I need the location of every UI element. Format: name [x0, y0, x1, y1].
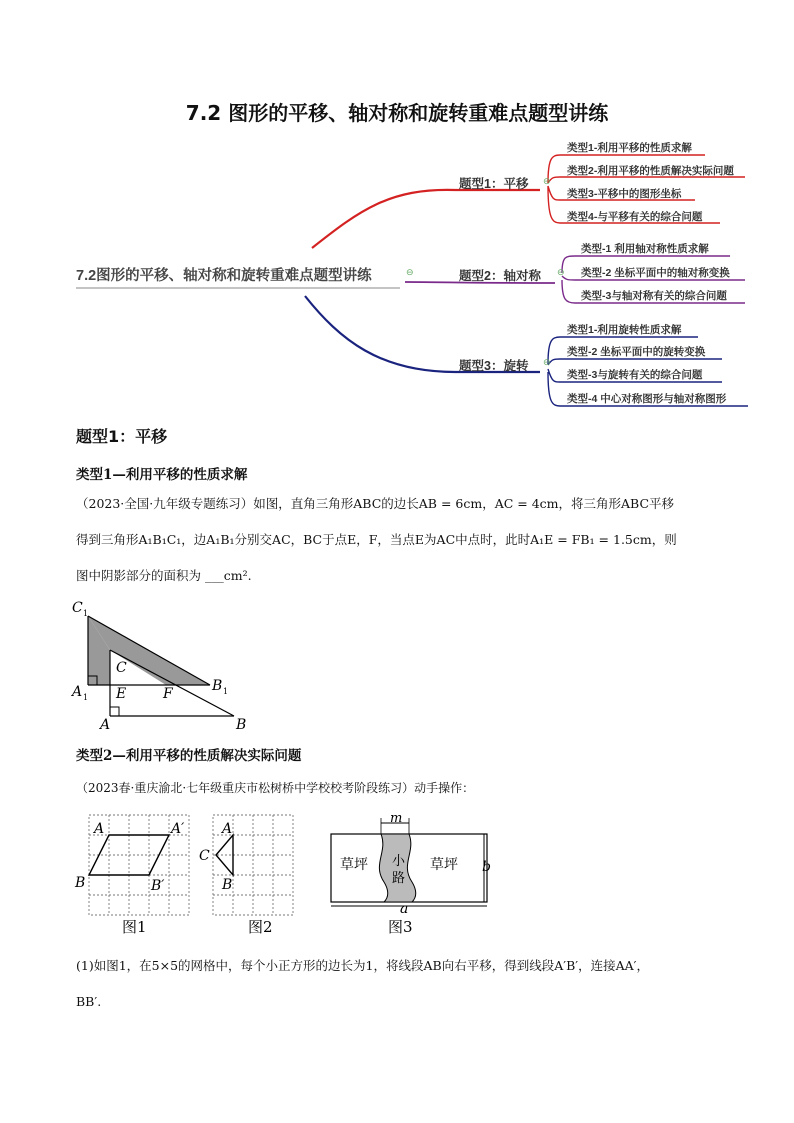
label-B1: B	[212, 678, 223, 694]
label-A-prime: A′	[171, 821, 185, 837]
collapse-icon[interactable]: ⊖	[406, 268, 414, 278]
subsection-heading: 类型1—利用平移的性质求解	[76, 467, 248, 483]
branch-connector-translation	[312, 190, 540, 248]
document-title: 7.2 图形的平移、轴对称和旋转重难点题型讲练	[185, 101, 609, 125]
label-m: m	[390, 812, 403, 826]
grid-figure-1	[72, 812, 202, 938]
label-C1: C	[72, 600, 83, 616]
lawn-right-label: 草坪	[430, 857, 458, 873]
subscript: 1	[83, 609, 89, 618]
collapse-icon[interactable]: ⊖	[543, 358, 551, 368]
collapse-icon[interactable]: ⊖	[557, 268, 565, 278]
figure-caption: 图2	[248, 918, 273, 936]
label-B: B	[236, 717, 247, 732]
triangle-translation-figure	[66, 592, 266, 732]
label-A1: A	[72, 684, 83, 700]
subscript: 1	[223, 687, 229, 696]
section-heading: 题型1：平移	[76, 427, 168, 446]
lawn-road-figure	[326, 812, 496, 938]
label-E: E	[116, 686, 127, 702]
branch-reflection: 题型2：轴对称	[459, 269, 541, 283]
problem-line: 图中阴影部分的面积为 ___cm².	[76, 568, 252, 583]
leaf-item: 类型-1 利用轴对称性质求解	[581, 243, 709, 255]
label-A: A	[100, 717, 111, 732]
leaf-item: 类型1-利用平移的性质求解	[567, 142, 692, 154]
road-label: 小	[392, 854, 406, 869]
problem-source: （2023春·重庆渝北·七年级重庆市松树桥中学校校考阶段练习）动手操作：	[76, 781, 475, 795]
question-line: (1)如图1，在5×5的网格中，每个小正方形的边长为1，将线段AB向右平移，得到线段A′B′，连接AA′，	[76, 958, 649, 973]
label-B: B	[222, 877, 233, 893]
subsection-heading: 类型2—利用平移的性质解决实际问题	[76, 748, 302, 764]
leaf-item: 类型2-利用平移的性质解决实际问题	[567, 165, 734, 177]
branch-translation: 题型1：平移	[459, 177, 529, 191]
label-C: C	[199, 848, 210, 864]
problem-line: （2023·全国·九年级专题练习）如图，直角三角形ABC的边长AB = 6cm，AC = 4cm，将三角形ABC平移	[76, 496, 675, 511]
lawn-left-label: 草坪	[340, 857, 368, 873]
leaf-item: 类型-3与轴对称有关的综合问题	[581, 290, 727, 302]
label-A: A	[222, 821, 233, 837]
label-a: a	[400, 901, 409, 917]
mindmap	[0, 0, 794, 420]
branch-rotation: 题型3：旋转	[459, 359, 529, 373]
leaf-item: 类型4-与平移有关的综合问题	[567, 211, 703, 223]
label-A: A	[94, 821, 105, 837]
label-B-prime: B′	[151, 878, 165, 894]
subscript: 1	[83, 693, 89, 702]
leaf-item: 类型-4 中心对称图形与轴对称图形	[567, 393, 727, 405]
grid-figure-2	[196, 812, 306, 938]
question-line: BB′.	[76, 994, 102, 1009]
leaf-item: 类型3-平移中的图形坐标	[567, 188, 682, 200]
label-C: C	[116, 660, 127, 676]
leaf-item: 类型1-利用旋转性质求解	[567, 324, 682, 336]
label-b: b	[482, 859, 491, 875]
road-label: 路	[392, 871, 406, 886]
leaf-item: 类型-2 坐标平面中的轴对称变换	[581, 267, 730, 279]
figure-caption: 图1	[122, 918, 147, 936]
leaf-item: 类型-2 坐标平面中的旋转变换	[567, 346, 706, 358]
leaf-item: 类型-3与旋转有关的综合问题	[567, 369, 703, 381]
figure-caption: 图3	[388, 918, 413, 936]
mindmap-root: 7.2图形的平移、轴对称和旋转重难点题型讲练	[76, 268, 372, 284]
label-F: F	[163, 686, 173, 702]
collapse-icon[interactable]: ⊖	[543, 177, 551, 187]
label-B: B	[75, 875, 86, 891]
problem-line: 得到三角形A₁B₁C₁，边A₁B₁分别交AC，BC于点E，F，当点E为AC中点时，此时A₁E = FB₁ = 1.5cm，则	[76, 532, 677, 547]
